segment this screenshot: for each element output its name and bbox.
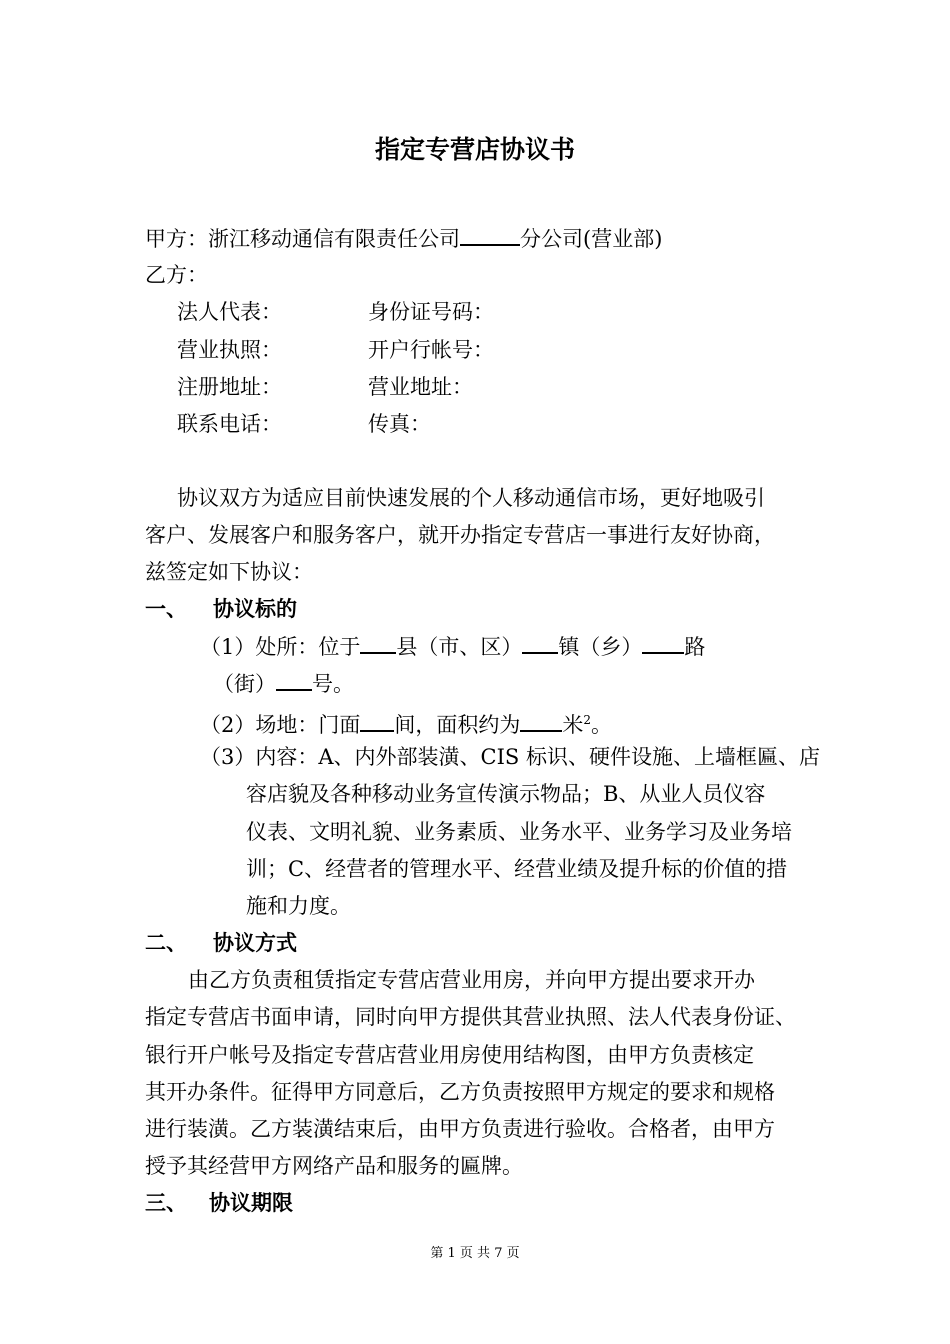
- item-2-site: [200, 706, 612, 739]
- item-text: 号。: [312, 672, 354, 696]
- field-bank-account: 开户行帐号：: [368, 338, 494, 362]
- field-id-number: 身份证号码：: [368, 300, 494, 324]
- field-business-address: 营业地址：: [368, 375, 473, 399]
- superscript: 2: [583, 713, 592, 727]
- item-1-location: [200, 632, 705, 661]
- field-business-license: 营业执照：: [177, 338, 282, 362]
- section-2-line: 银行开户帐号及指定专营店营业用房使用结构图，由甲方负责核定: [145, 1043, 754, 1067]
- section-2-line: 指定专营店书面申请，同时向甲方提供其营业执照、法人代表身份证、: [145, 1005, 796, 1029]
- item-text: （1）处所：位于: [200, 635, 361, 659]
- party-b-label: 乙方：: [145, 263, 208, 287]
- intro-line: 兹签定如下协议：: [145, 560, 313, 584]
- item-3-content: 施和力度。: [246, 894, 351, 918]
- blank-number: [276, 669, 312, 691]
- item-text: 路: [684, 635, 706, 659]
- section-2-line: 由乙方负责租赁指定专营店营业用房，并向甲方提出要求开办: [188, 968, 755, 992]
- document-title: 指定专营店协议书: [374, 135, 575, 164]
- item-3-content: （3）内容：A、内外部装潢、CIS 标识、硬件设施、上墙框匾、店: [200, 745, 820, 769]
- item-text: 县（市、区）: [396, 635, 523, 659]
- blank-road: [642, 632, 684, 654]
- section-1-number: 一、: [145, 597, 187, 621]
- item-text: 镇（乡）: [558, 635, 643, 659]
- party-a-prefix: 甲方：浙江移动通信有限责任公司: [145, 227, 460, 251]
- section-1-heading: 协议标的: [213, 597, 297, 621]
- blank-rooms: [360, 710, 394, 732]
- section-3-number: 三、: [145, 1191, 187, 1215]
- section-2-number: 二、: [145, 931, 187, 955]
- item-3-content: 仪表、文明礼貌、业务素质、业务水平、业务学习及业务培: [246, 820, 792, 844]
- item-text: （街）: [213, 672, 276, 696]
- blank-town: [522, 632, 558, 654]
- item-3-content: 容店貌及各种移动业务宣传演示物品；B、从业人员仪容: [246, 782, 766, 806]
- intro-line: 客户、发展客户和服务客户，就开办指定专营店一事进行友好协商，: [145, 523, 775, 547]
- section-2-line: 其开办条件。征得甲方同意后，乙方负责按照甲方规定的要求和规格: [145, 1080, 775, 1104]
- item-text: 米: [562, 713, 584, 737]
- party-a-suffix: 分公司(营业部): [520, 227, 663, 251]
- blank-county: [360, 632, 396, 654]
- field-fax: 传真：: [368, 412, 431, 436]
- section-2-line: 授予其经营甲方网络产品和服务的匾牌。: [145, 1154, 523, 1178]
- intro-line: 协议双方为适应目前快速发展的个人移动通信市场，更好地吸引: [177, 486, 765, 510]
- item-text: （2）场地：门面: [200, 713, 361, 737]
- item-text: 间，面积约为: [394, 713, 521, 737]
- item-3-content: 训；C、经营者的管理水平、经营业绩及提升标的价值的措: [246, 857, 788, 881]
- blank-branch: [460, 224, 520, 246]
- field-registered-address: 注册地址：: [177, 375, 282, 399]
- section-2-heading: 协议方式: [213, 931, 297, 955]
- field-phone: 联系电话：: [177, 412, 282, 436]
- item-1-location-cont: [213, 669, 354, 698]
- field-legal-rep: 法人代表：: [177, 300, 282, 324]
- page-footer: 第 1 页 共 7 页: [430, 1246, 520, 1261]
- item-text: 。: [591, 713, 613, 737]
- blank-area: [520, 710, 562, 732]
- section-3-heading: 协议期限: [209, 1191, 293, 1215]
- section-2-line: 进行装潢。乙方装潢结束后，由甲方负责进行验收。合格者，由甲方: [145, 1117, 775, 1141]
- party-a-line: [145, 224, 662, 253]
